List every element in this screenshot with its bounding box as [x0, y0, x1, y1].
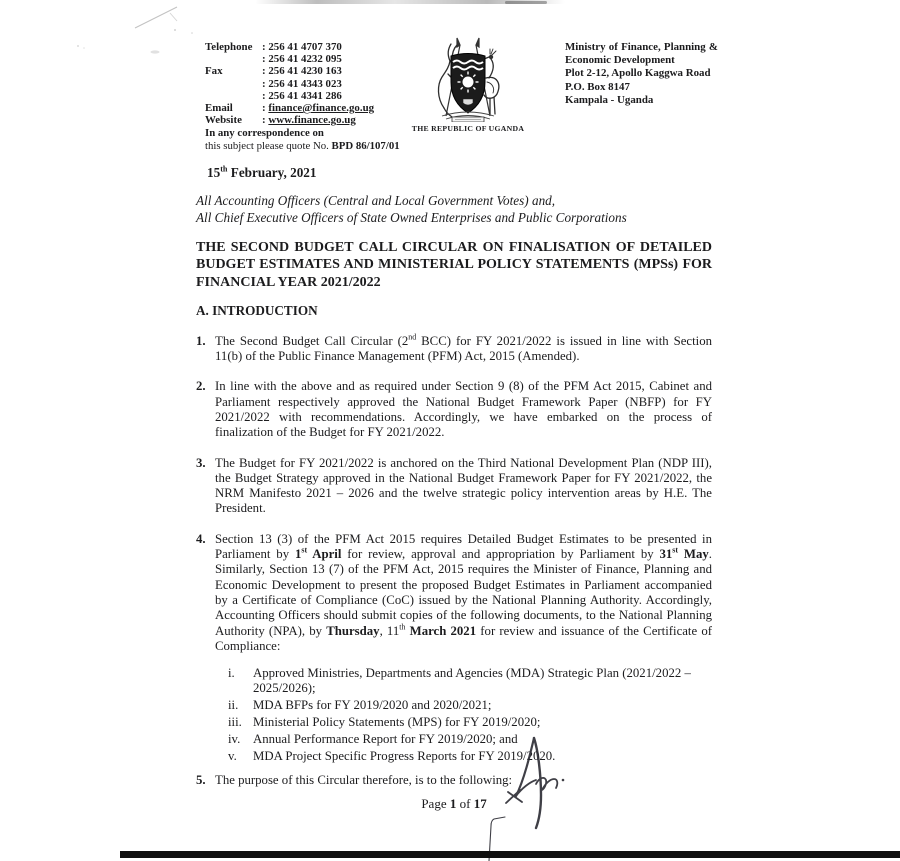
paragraph-text: Section 13 (3) of the PFM Act 2015 requires Detailed Budget Estimates to be presented in Parliament by 1st April for review, approval and appropriation by Parliament by 31st May. Similarly, Section 13 (7) of the PFM Act, 2015 requires the Minister of Finance, Planning and Economic Development to present the proposed Budget Estimates in Parliament accompanied by a Certificate of Compliance (CoC) issued by the National Planning Authority. Accordingly, Accounting Officers should submit copies of the following documents, to the National Planning Authority (NPA), by Thursday, 11th March 2021 for review and issuance of the Certificate of Compliance: — [215, 531, 712, 653]
contact-row — [205, 114, 374, 126]
paragraph-number: 3. — [196, 455, 206, 470]
contact-row — [205, 65, 374, 77]
drum-icon — [463, 99, 473, 105]
handwritten-signature — [460, 700, 590, 861]
paragraph-text: The purpose of this Circular therefore, is to the following: — [215, 772, 513, 787]
contact-value: : 256 41 4230 163 — [262, 65, 342, 78]
paragraph-number: 5. — [196, 772, 206, 787]
ministry-line: P.O. Box 8147 — [565, 80, 630, 93]
contact-website: : www.finance.go.ug — [262, 114, 356, 127]
contact-row — [205, 53, 374, 65]
coat-of-arms-graphic — [424, 36, 512, 122]
paragraph-number: 2. — [196, 379, 206, 394]
contact-value: : 256 41 4707 370 — [262, 41, 342, 53]
contact-label: Email — [205, 102, 233, 115]
paragraph-4 — [196, 532, 712, 654]
contact-email: : finance@finance.go.ug — [262, 102, 375, 115]
contact-block — [205, 41, 374, 126]
contact-label: Website — [205, 114, 242, 127]
paragraph-text: The Second Budget Call Circular (2nd BCC) for FY 2021/2022 is issued in line with Section 11(b) of the Public Finance Management (PFM) Act, 2015 (Amended). — [215, 332, 712, 364]
paragraph-text: The Budget for FY 2021/2022 is anchored on the Third National Development Plan (NDP III), the Budget Strategy approved in the National Budget Framework Paper for FY 2021/2022, the NRM Manifesto 2021 – 2026 and the twelve strategic policy intervention areas by H.E. The President. — [215, 455, 712, 516]
paragraph-5 — [196, 773, 712, 788]
letter-body — [196, 160, 712, 812]
shield-icon — [451, 54, 485, 114]
paragraph-3 — [196, 456, 712, 517]
emblem-caption: THE REPUBLIC OF UGANDA — [411, 124, 525, 133]
paragraph-number: 1. — [196, 333, 206, 348]
motto-scroll — [452, 117, 484, 122]
contact-value: : 256 41 4341 286 — [262, 89, 342, 102]
list-item-text: MDA Project Specific Progress Reports for FY 2019/2020. — [253, 748, 556, 763]
letter-date: 15th February, 2021 — [207, 164, 317, 180]
list-item-i — [228, 666, 712, 697]
page-number-footer: Page 1 of 17 — [421, 796, 487, 812]
list-item-numeral: iv. — [228, 731, 241, 746]
correspondence-note — [205, 127, 445, 153]
ministry-address — [565, 41, 718, 107]
ministry-line: Economic Development — [565, 54, 675, 67]
contact-label — [205, 53, 262, 65]
list-item-numeral: i. — [228, 666, 235, 681]
list-item-text: Ministerial Policy Statements (MPS) for FY 2019/2020; — [253, 715, 541, 730]
list-item-numeral: v. — [228, 748, 237, 763]
recipients — [196, 193, 712, 225]
paragraph-2 — [196, 379, 712, 440]
crane-icon — [484, 49, 499, 114]
contact-label: Fax — [205, 65, 223, 78]
correspondence-line1: In any correspondence on — [205, 127, 324, 139]
scan-edge-bar — [120, 851, 900, 858]
contact-label — [205, 78, 262, 90]
contact-value: : 256 41 4343 023 — [262, 77, 342, 90]
scan-artifact-top-smudge — [505, 1, 547, 4]
ministry-line: Kampala - Uganda — [565, 93, 654, 106]
section-heading-introduction: A. INTRODUCTION — [196, 303, 318, 319]
recipient-line: All Accounting Officers (Central and Local Government Votes) and, — [196, 193, 556, 209]
list-item-text: Annual Performance Report for FY 2019/2020; and — [253, 731, 518, 746]
correspondence-line2: this subject please quote No. BPD 86/107/01 — [205, 140, 400, 152]
ministry-line: Ministry of Finance, Planning & — [565, 41, 718, 53]
paragraph-1 — [196, 334, 712, 365]
list-item-text: MDA BFPs for FY 2019/2020 and 2020/2021; — [253, 698, 492, 713]
contact-row — [205, 78, 374, 90]
contact-label: Telephone — [205, 41, 253, 53]
paragraph-text: In line with the above and as required under Section 9 (8) of the PFM Act 2015, Cabinet and Parliament respectively approved the National Budget Framework Paper (NBFP) for FY 2021/2022 with recommendations. Accordingly, we have embarked on the process of finalization of the Budget for FY 2021/2022. — [215, 379, 712, 440]
uganda-coat-of-arms — [410, 36, 526, 133]
ministry-line: Plot 2-12, Apollo Kaggwa Road — [565, 67, 711, 80]
subject-title: THE SECOND BUDGET CALL CIRCULAR ON FINALISATION OF DETAILED BUDGET ESTIMATES AND MINISTERIAL POLICY STATEMENTS (MPSs) FOR FINANCIAL YEAR 2021/2022 — [196, 239, 712, 290]
contact-label — [205, 90, 262, 102]
list-item-numeral: ii. — [228, 698, 239, 713]
recipient-line: All Chief Executive Officers of State Owned Enterprises and Public Corporations — [196, 209, 627, 225]
contact-row — [205, 90, 374, 102]
list-item-text: Approved Ministries, Departments and Agencies (MDA) Strategic Plan (2021/2022 – 2025/2026); — [253, 666, 691, 696]
contact-row — [205, 102, 374, 114]
contact-row — [205, 41, 374, 53]
paragraph-number: 4. — [196, 531, 206, 546]
contact-value: : 256 41 4232 095 — [262, 53, 342, 66]
list-item-numeral: iii. — [228, 715, 242, 730]
